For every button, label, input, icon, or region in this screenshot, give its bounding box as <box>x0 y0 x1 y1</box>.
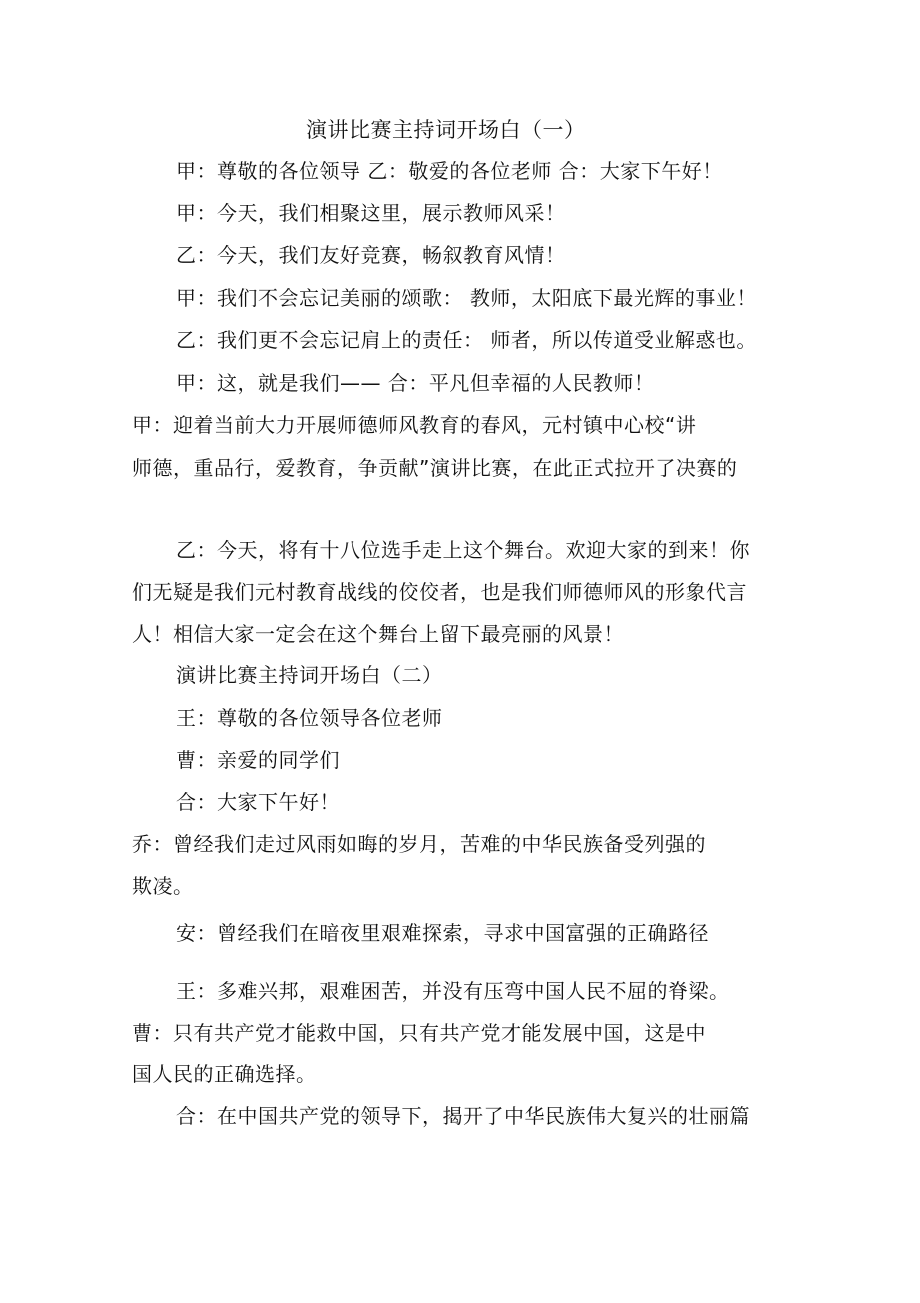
text-line: 安：曾经我们在暗夜里艰难探索，寻求中国富强的正确路径 <box>176 921 709 945</box>
document-title: 演讲比赛主持词开场白（一） <box>306 118 586 142</box>
text-line: 乙：我们更不会忘记肩上的责任： 师者，所以传道受业解惑也。 <box>176 328 757 352</box>
text-line: 们无疑是我们元村教育战线的佼佼者，也是我们师德师风的形象代言 <box>132 580 747 604</box>
text-line: 王：多难兴邦，艰难困苦，并没有压弯中国人民不屈的脊梁。 <box>176 979 730 1003</box>
text-line: 人！相信大家一定会在这个舞台上留下最亮丽的风景！ <box>132 622 624 646</box>
text-line: 王：尊敬的各位领导各位老师 <box>176 706 443 730</box>
text-line: 甲：我们不会忘记美丽的颂歌： 教师，太阳底下最光辉的事业！ <box>176 286 757 310</box>
text-line: 乔：曾经我们走过风雨如晦的岁月，苦难的中华民族备受列强的 <box>132 832 706 856</box>
text-line: 合：在中国共产党的领导下，揭开了中华民族伟大复兴的壮丽篇 <box>176 1104 750 1128</box>
text-line: 甲：尊敬的各位领导 乙：敬爱的各位老师 合：大家下午好！ <box>176 159 723 183</box>
text-line: 师德，重品行，爱教育，争贡献”演讲比赛，在此正式拉开了决赛的 <box>132 456 738 480</box>
text-line: 甲：今天，我们相聚这里，展示教师风采！ <box>176 201 566 225</box>
text-line: 甲：这，就是我们—— 合：平凡但幸福的人民教师！ <box>176 371 655 395</box>
text-line: 国人民的正确选择。 <box>132 1062 317 1086</box>
section-heading: 演讲比赛主持词开场白（二） <box>176 663 443 687</box>
text-line: 乙：今天，我们友好竞赛，畅叙教育风情！ <box>176 243 566 267</box>
text-line: 甲：迎着当前大力开展师德师风教育的春风，元村镇中心校“讲 <box>132 413 697 437</box>
text-line: 乙：今天，将有十八位选手走上这个舞台。欢迎大家的到来！你 <box>176 538 750 562</box>
text-line: 曹：亲爱的同学们 <box>176 748 340 772</box>
text-line: 合：大家下午好！ <box>176 790 340 814</box>
text-line: 欺凌。 <box>132 874 194 898</box>
text-line: 曹：只有共产党才能救中国，只有共产党才能发展中国，这是中 <box>132 1021 706 1045</box>
